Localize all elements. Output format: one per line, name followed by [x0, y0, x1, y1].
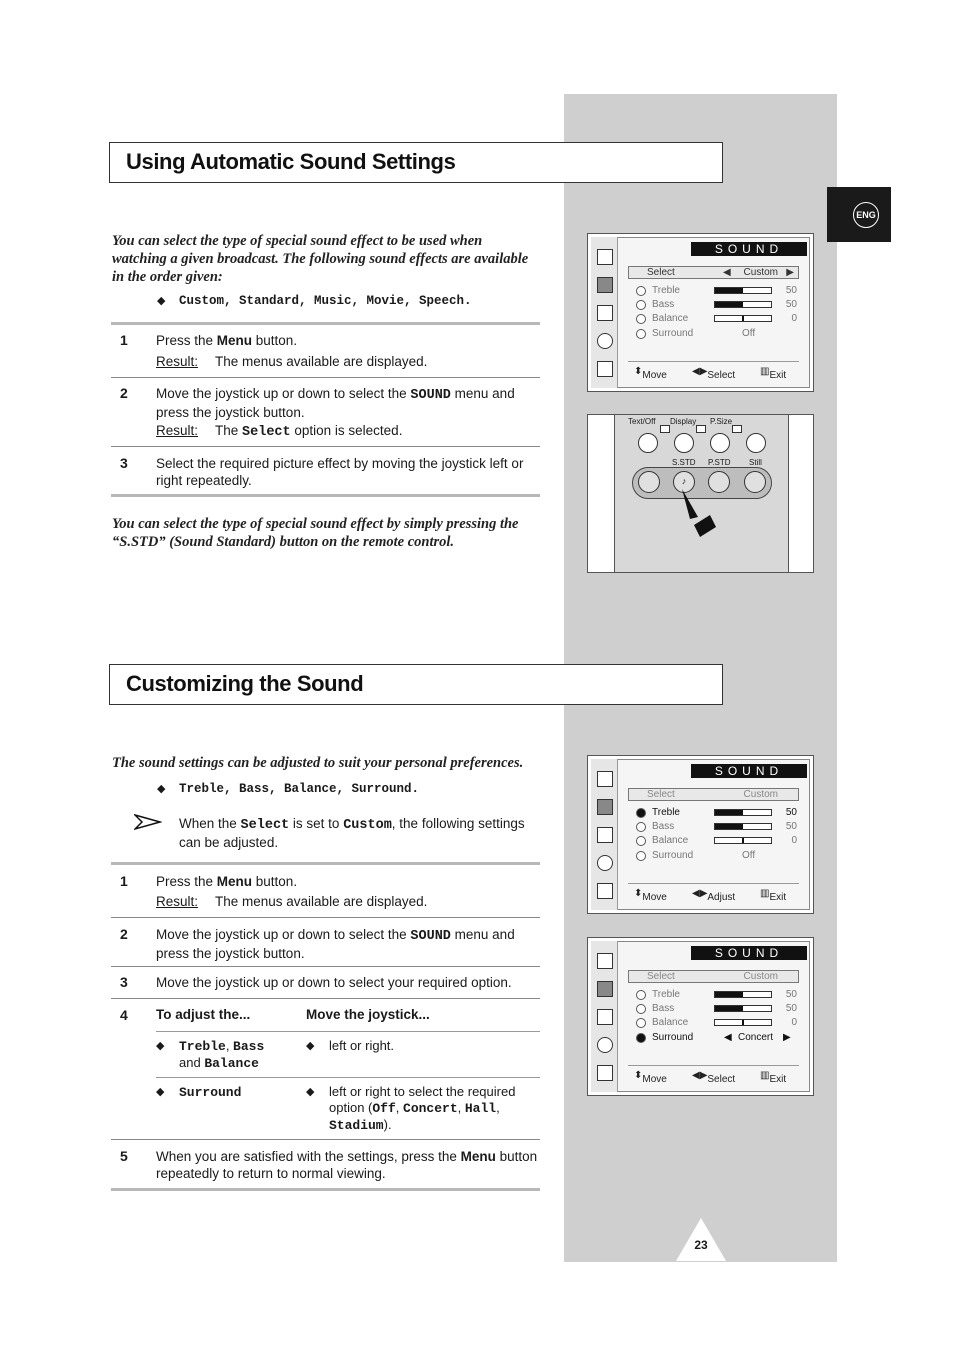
- bass-row: Bass 50: [636, 1002, 799, 1016]
- select-row: Select Custom: [628, 970, 799, 983]
- channel-menu-icon: [597, 827, 613, 843]
- diamond-bullet-icon: ◆: [157, 295, 166, 307]
- step-number: 3: [120, 974, 128, 990]
- balance-row: Balance 0: [636, 834, 799, 848]
- remote-button[interactable]: [638, 471, 660, 493]
- step-number: 2: [120, 926, 128, 942]
- divider: [111, 917, 540, 918]
- joystick-icon: [636, 314, 646, 324]
- osd-header: SOUND: [691, 946, 807, 960]
- move-hint: ⬍ Move: [634, 366, 667, 381]
- teletext-button[interactable]: [746, 433, 766, 453]
- clock-menu-icon: [597, 855, 613, 871]
- select-row: Select ◀ Custom ▶: [628, 266, 799, 279]
- select-row: Select Custom: [628, 788, 799, 801]
- function-menu-icon: [597, 883, 613, 899]
- joystick-icon: [636, 1033, 646, 1043]
- step-text: Press the Menu button.: [156, 333, 298, 348]
- channel-menu-icon: [597, 305, 613, 321]
- sstd-button[interactable]: ♪: [673, 471, 695, 493]
- section-title-box: [109, 142, 723, 183]
- step-result: Result: The menus available are displayed.: [156, 354, 428, 369]
- table-cell: ◆ Surround: [156, 1085, 242, 1100]
- function-menu-icon: [597, 1065, 613, 1081]
- surround-row: Surround ◀ Concert ▶: [636, 1031, 799, 1045]
- osd-footer: [628, 361, 799, 379]
- diamond-bullet-icon: ◆: [156, 1040, 165, 1052]
- intro-text: You can select the type of special sound effect to be used when watching a given broadcast. The following sound effects are available in the order given:: [112, 233, 529, 285]
- select-hint: ◀▶ Select: [692, 366, 736, 381]
- psize-icon: [732, 425, 742, 433]
- osd-sound-menu: [587, 233, 814, 392]
- joystick-icon: [636, 822, 646, 832]
- joystick-icon: [636, 851, 646, 861]
- display-icon: [660, 425, 670, 433]
- clock-menu-icon: [597, 1037, 613, 1053]
- section-title-box: [109, 664, 723, 705]
- psize-button[interactable]: [710, 433, 730, 453]
- note-text: When the Select is set to Custom, the following settings can be adjusted.: [179, 816, 525, 850]
- balance-row: Balance 0: [636, 1016, 799, 1030]
- divider: [111, 1188, 540, 1191]
- osd-footer: [628, 883, 799, 901]
- diamond-bullet-icon: ◆: [306, 1086, 315, 1098]
- move-hint: ⬍ Move: [634, 888, 667, 903]
- divider: [111, 377, 540, 378]
- step-number: 4: [120, 1007, 128, 1023]
- move-hint: ⬍ Move: [634, 1070, 667, 1085]
- table-cell: ◆ left or right.: [306, 1038, 395, 1053]
- step-text: Move the joystick up or down to select your required option.: [156, 975, 512, 990]
- step-result: Result: The menus available are displayed.: [156, 894, 428, 909]
- divider: [111, 862, 540, 865]
- arrow-left-icon: ◀: [723, 267, 731, 278]
- remote-control-image: [587, 414, 814, 573]
- divider: [111, 998, 540, 999]
- remote-label: P.STD: [708, 458, 731, 467]
- table-header-move: Move the joystick...: [306, 1007, 430, 1022]
- language-badge: ENG: [853, 202, 879, 228]
- divider: [111, 446, 540, 447]
- pointer-arrow-icon: [680, 487, 720, 539]
- sound-menu-icon: [597, 277, 613, 293]
- osd-sound-menu: [587, 755, 814, 914]
- arrow-left-icon: ◀: [724, 1032, 732, 1043]
- divider: [156, 1077, 540, 1078]
- joystick-icon: [636, 1004, 646, 1014]
- select-hint: ◀▶ Select: [692, 1070, 736, 1085]
- options-list: ◆ Custom, Standard, Music, Movie, Speech.: [157, 294, 472, 308]
- divider: [111, 322, 540, 325]
- exit-hint: ▥ Exit: [760, 888, 787, 903]
- text-off-button[interactable]: [638, 433, 658, 453]
- step-number: 3: [120, 455, 128, 471]
- step-text: Move the joystick up or down to select the SOUND menu and press the joystick button.: [156, 927, 515, 961]
- psize-icon: [696, 425, 706, 433]
- step-result: Result: The Select option is selected.: [156, 423, 403, 440]
- table-cell: ◆ Treble, Bass and Balance: [156, 1038, 265, 1071]
- step-number: 2: [120, 385, 128, 401]
- options-list: ◆ Treble, Bass, Balance, Surround.: [157, 782, 420, 796]
- picture-menu-icon: [597, 249, 613, 265]
- step-text: Press the Menu button.: [156, 874, 298, 889]
- remote-label: Text/Off: [628, 417, 656, 426]
- remote-label: P.Size: [710, 417, 733, 426]
- joystick-icon: [636, 329, 646, 339]
- remote-label: S.STD: [672, 458, 696, 467]
- joystick-icon: [636, 286, 646, 296]
- joystick-icon: [636, 300, 646, 310]
- arrow-right-icon: ▶: [786, 267, 794, 278]
- picture-menu-icon: [597, 953, 613, 969]
- step-number: 1: [120, 332, 128, 348]
- treble-row: Treble 50: [636, 806, 799, 820]
- osd-header: SOUND: [691, 242, 807, 256]
- treble-row: Treble 50: [636, 988, 799, 1002]
- remote-label: Display: [670, 417, 697, 426]
- divider: [156, 1031, 540, 1032]
- step-text: Move the joystick up or down to select the SOUND menu and press the joystick button.: [156, 386, 515, 420]
- remote-label: Still: [749, 458, 762, 467]
- step-number: 5: [120, 1148, 128, 1164]
- step-number: 1: [120, 873, 128, 889]
- arrow-right-icon: ▶: [783, 1032, 791, 1043]
- function-menu-icon: [597, 361, 613, 377]
- section-title: Using Automatic Sound Settings: [126, 149, 456, 174]
- page-number: 23: [694, 1238, 708, 1252]
- outro-text: You can select the type of special sound effect by simply pressing the “S.STD” (Sound Standard) button on the remote control.: [112, 516, 519, 550]
- note-arrow-icon: [134, 813, 162, 831]
- clock-menu-icon: [597, 333, 613, 349]
- surround-row: Surround Off: [636, 327, 799, 341]
- divider: [111, 1139, 540, 1140]
- step-text: Select the required picture effect by moving the joystick left or right repeatedly.: [156, 456, 524, 488]
- osd-header: SOUND: [691, 764, 807, 778]
- table-cell: ◆ left or right to select the required option (Off, Concert, Hall, Stadium).: [306, 1084, 516, 1133]
- joystick-icon: [636, 990, 646, 1000]
- step-text: When you are satisfied with the settings, press the Menu button repeatedly to return to normal viewing.: [156, 1149, 538, 1181]
- diamond-bullet-icon: ◆: [157, 783, 166, 795]
- picture-menu-icon: [597, 771, 613, 787]
- sound-menu-icon: [597, 799, 613, 815]
- section-title: Customizing the Sound: [126, 671, 364, 696]
- treble-row: Treble 50: [636, 284, 799, 298]
- balance-row: Balance 0: [636, 312, 799, 326]
- bass-row: Bass 50: [636, 298, 799, 312]
- exit-hint: ▥ Exit: [760, 366, 787, 381]
- channel-menu-icon: [597, 1009, 613, 1025]
- joystick-icon: [636, 836, 646, 846]
- display-button[interactable]: [674, 433, 694, 453]
- bass-row: Bass 50: [636, 820, 799, 834]
- table-header-adjust: To adjust the...: [156, 1007, 251, 1022]
- surround-row: Surround Off: [636, 849, 799, 863]
- diamond-bullet-icon: ◆: [306, 1040, 315, 1052]
- menu-icon-column: [591, 759, 618, 910]
- osd-sound-menu: [587, 937, 814, 1096]
- diamond-bullet-icon: ◆: [156, 1086, 165, 1098]
- divider: [111, 494, 540, 497]
- osd-footer: [628, 1065, 799, 1083]
- intro-text: The sound settings can be adjusted to suit your personal preferences.: [112, 755, 524, 771]
- adjust-hint: ◀▶ Adjust: [692, 888, 736, 903]
- still-button[interactable]: [744, 471, 766, 493]
- joystick-icon: [636, 1018, 646, 1028]
- joystick-icon: [636, 808, 646, 818]
- divider: [111, 966, 540, 967]
- menu-icon-column: [591, 941, 618, 1092]
- menu-icon-column: [591, 237, 618, 388]
- exit-hint: ▥ Exit: [760, 1070, 787, 1085]
- sound-menu-icon: [597, 981, 613, 997]
